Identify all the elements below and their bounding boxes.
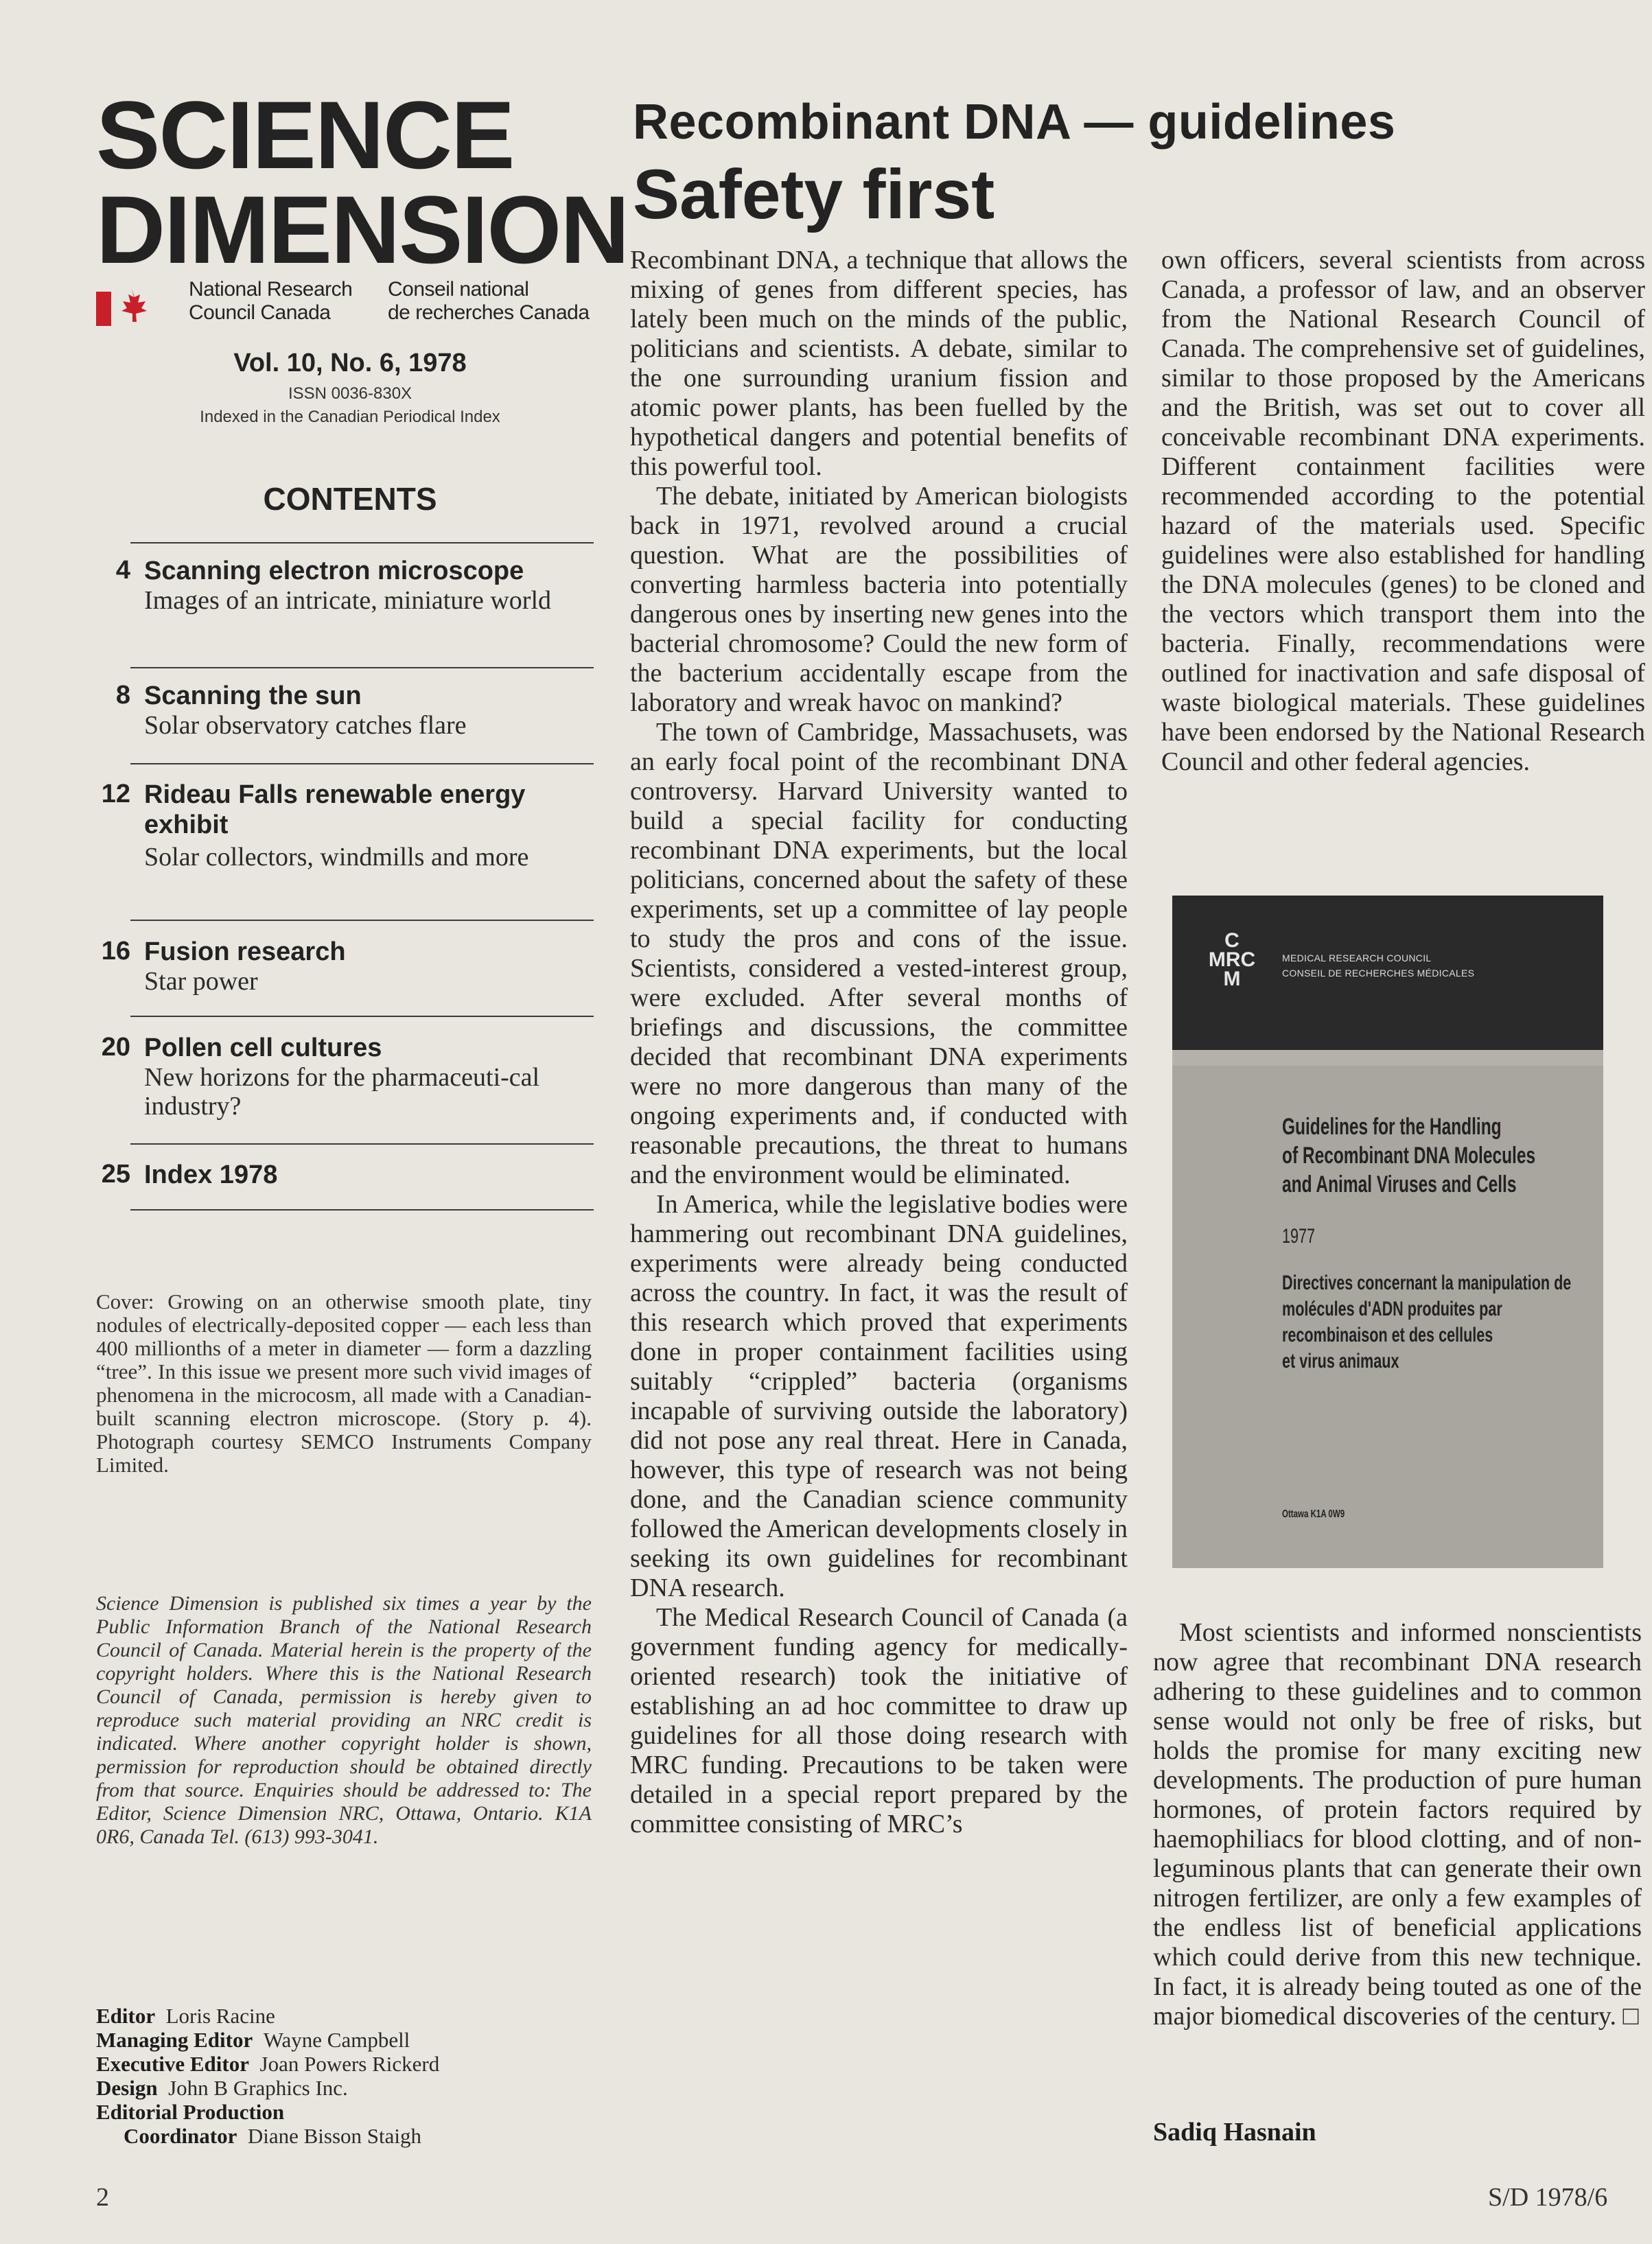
credit-role: Managing Editor [96,2028,253,2052]
booklet-header-band [1172,896,1603,1050]
article-column-1 [630,246,1128,1839]
nrc-french-name [388,278,590,325]
credit-name: Diane Bisson Staigh [247,2124,421,2148]
toc-subtitle: New horizons for the pharmaceuti-cal industry? [144,1063,540,1121]
issn: ISSN 0036-830X [288,384,412,403]
nrc-en-line-2: Council Canada [189,301,331,324]
page-number: 2 [96,2183,109,2212]
mrc-org-name [1282,950,1474,981]
booklet-fr-line: et virus animaux [1282,1350,1399,1372]
booklet-fr-line: Directives concernant la manipulation de [1282,1272,1572,1294]
toc-title: Rideau Falls renewable energy exhibit [144,780,526,839]
credit-name: Joan Powers Rickerd [259,2052,440,2076]
paragraph: own officers, several scientists from across Canada, a professor of law, and an observer from the National Research Council of Canada. The comprehensive set of guidelines, similar to those proposed by the Americans and the British, was set out to cover all conceivable recombinant DNA experiments. Different containment facilities were recommended according to the potential hazard of the materials used. Specific guidelines were also established for handling the DNA molecules (genes) to be cloned and the vectors which transport them into the bacteria. Finally, recommendations were outlined for inactivation and safe disposal of waste biological materials. These guidelines have been endorsed by the National Research Council and other federal agencies. [1161,246,1645,776]
toc-title: Fusion research [144,937,346,966]
divider [130,667,594,668]
nrc-en-line-1: National Research [189,278,353,301]
nrc-fr-line-2: de recherches Canada [388,301,590,324]
toc-subtitle: Images of an intricate, miniature world [144,586,552,615]
toc-title: Scanning electron microscope [144,557,524,585]
logo-letter: M [1223,968,1241,990]
credit-line [96,2124,604,2148]
paragraph: The Medical Research Council of Canada (a government funding agency for medically-oriented research) took the initiative of establishing an ad hoc committee to draw up guidelines for all those doing research with MRC funding. Precautions to be taken were detailed in a special report prepared by the committee consisting of MRC’s [630,1603,1128,1838]
contents-heading: CONTENTS [263,481,437,517]
logo-letters: MRC [1208,948,1256,971]
credit-line [96,2052,604,2076]
publication-info: Science Dimension is published six times a year by the Public Information Branch of the National Research Council of Canada. Material herein is the property of the copyright holders. Where this is the National Research Council of Canada, permission is hereby given to reproduce such material providing an NRC credit is indicated. Where another copyright holder is shown, permission for reproduction should be obtained directly from that source. Enquiries should be addressed to: The Editor, Science Dimension NRC, Ottawa, Ontario. K1A 0R6, Canada Tel. (613) 993-3041. [96,1592,592,1848]
toc-page: 16 [101,937,130,966]
volume-info: Vol. 10, No. 6, 1978 [233,349,467,377]
credit-role: Executive Editor [96,2052,249,2076]
toc-title: Index 1978 [144,1160,278,1189]
booklet-title-line: and Animal Viruses and Cells [1282,1171,1517,1197]
booklet-title-line: Guidelines for the Handling [1282,1114,1502,1140]
article-column-2-top [1161,246,1645,777]
credit-role: Design [96,2076,158,2100]
nrc-fr-line-1: Conseil national [388,278,529,301]
title-line-1: SCIENCE [96,81,514,189]
credit-line [96,2100,604,2124]
credit-line [96,2004,604,2028]
magazine-title [96,81,629,283]
article-headline: Safety first [633,155,995,233]
paragraph: The town of Cambridge, Massachusets, was an early focal point of the recombinant DNA controversy. Harvard University wanted to build a special facility for conducting recombinant DNA experiments, but the local politicians, concerned about the safety of these experiments, set up a committee of lay people to study the pros and cons of the issue. Scientists, considered a vested-interest group, were excluded. After several months of briefings and discussions, the committee decided that recombinant DNA experiments were no more dangerous than many of the ongoing experiments and, if conducted with reasonable precautions, the threat to humans and the environment would be eliminated. [630,718,1128,1189]
credit-role: Editor [96,2004,156,2028]
org-name-fr: CONSEIL DE RECHERCHES MÉDICALES [1282,968,1475,979]
toc-page: 20 [101,1033,130,1062]
divider [130,920,594,921]
credit-line [96,2028,604,2052]
mrc-logo [1208,931,1256,989]
toc-title: Pollen cell cultures [144,1033,382,1062]
toc-subtitle: Solar observatory catches flare [144,711,467,740]
divider [130,1143,594,1145]
booklet-fr-line: molécules d'ADN produites par [1282,1298,1502,1320]
paragraph: The debate, initiated by American biologists back in 1971, revolved around a crucial question. What are the possibilities of converting harmless bacteria into potentially dangerous ones by inserting new genes into the bacterial chromosome? Could the new form of the bacterium accidentally escape from the laboratory and wreak havoc on mankind? [630,482,1128,717]
credit-name: Loris Racine [165,2004,275,2028]
booklet-title-line: of Recombinant DNA Molecules [1282,1143,1536,1169]
logo-letter: C [1224,929,1240,952]
article-kicker: Recombinant DNA — guidelines [633,95,1396,150]
article-column-2-bottom [1153,1618,1642,2031]
divider [130,542,594,544]
booklet-address: Ottawa K1A 0W9 [1282,1508,1345,1520]
booklet-year: 1977 [1282,1225,1316,1248]
toc-page: 12 [101,780,130,808]
toc-subtitle: Star power [144,967,258,996]
credit-name: Wayne Campbell [263,2028,410,2052]
divider [130,1209,594,1211]
credit-line [96,2076,604,2100]
cover-caption: Cover: Growing on an otherwise smooth plate, tiny nodules of electrically-deposited copper — each less than 400 millionths of a meter in diameter — form a dazzling “tree”. In this issue we present more such vivid images of phenomena in the microcosm, all made with a Canadian-built scanning electron microscope. (Story p. 4). Photograph courtesy SEMCO Instruments Company Limited. [96,1289,592,1477]
toc-page: 25 [101,1160,130,1189]
guidelines-booklet-photo [1172,896,1603,1568]
toc-page: 8 [115,681,130,710]
booklet-fr-line: recombinaison et des cellules [1282,1324,1493,1346]
org-name-en: MEDICAL RESEARCH COUNCIL [1282,952,1432,963]
toc-title: Scanning the sun [144,681,362,710]
divider [130,1016,594,1017]
staff-credits [96,2004,604,2148]
credit-role: Editorial Production [96,2100,285,2124]
byline: Sadiq Hasnain [1153,2118,1316,2147]
paragraph: Recombinant DNA, a technique that allows the mixing of genes from different species, has lately been much on the minds of the public, politicians and scientists. A debate, similar to the one surrounding uranium fission and atomic power plants, has been fuelled by the hypothetical dangers and potential benefits of this powerful tool. [630,246,1128,481]
nrc-english-name [189,278,352,325]
toc-page: 4 [115,556,130,585]
divider [130,763,594,764]
title-line-2: DIMENSION [96,176,629,283]
canada-flag-icon [96,286,151,327]
toc-subtitle: Solar collectors, windmills and more [144,843,529,872]
credit-name: John B Graphics Inc. [168,2076,348,2100]
folio: S/D 1978/6 [1488,2183,1608,2212]
booklet-cover-body [1172,1066,1603,1568]
nrc-identifier [96,278,604,340]
credit-role: Coordinator [124,2124,237,2148]
paragraph: In America, while the legislative bodies were hammering out recombinant DNA guidelines, experiments were already being conducted across the country. In fact, it was the result of this research which proved that experiments done in proper containment facilities using suitably “crippled” bacteria (organisms incapable of surviving outside the laboratory) did not pose any real threat. Here in Canada, however, this type of research was not being done, and the Canadian science community followed the American developments closely in seeking its own guidelines for recombinant DNA research. [630,1190,1128,1602]
indexed-note: Indexed in the Canadian Periodical Index [200,408,500,426]
paragraph: Most scientists and informed nonscientists now agree that recombinant DNA research adhering to these guidelines and to common sense would not only be free of risks, but holds the promise for many exciting new developments. The production of pure human hormones, of protein factors required by haemophiliacs for blood clotting, and of non-leguminous plants that can generate their own nitrogen fertilizer, are only a few examples of the endless list of beneficial applications which could derive from this new technique. In fact, it is already being touted as one of the major biomedical discoveries of the century. □ [1153,1618,1642,2031]
